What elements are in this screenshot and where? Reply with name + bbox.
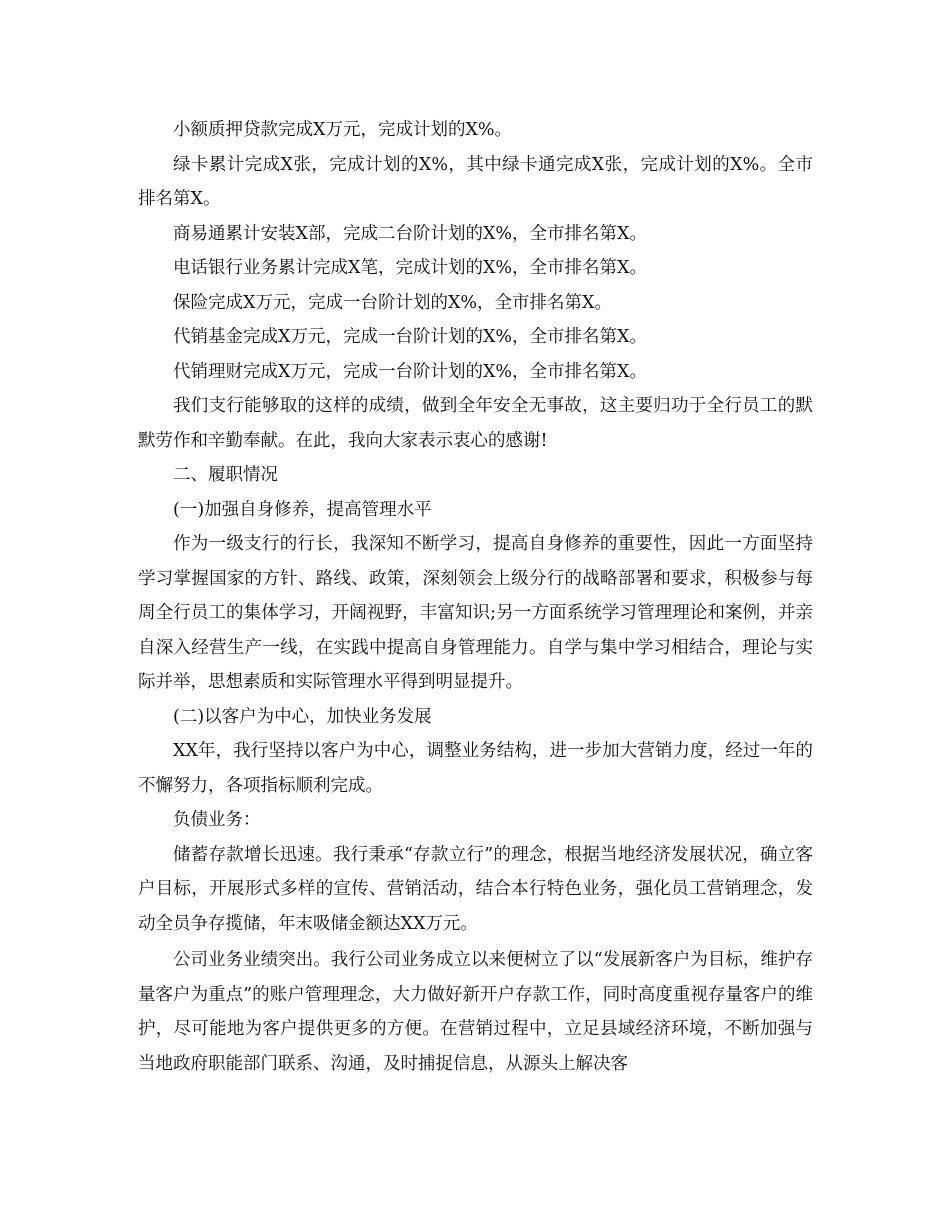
paragraph-customer-centric: XX年，我行坚持以客户为中心，调整业务结构，进一步加大营销力度，经过一年的不懈努力，各项指标顺利完成。 (138, 741, 813, 796)
paragraph-phone-banking: 电话银行业务累计完成X笔，完成计划的X%，全市排名第X。 (173, 258, 648, 278)
paragraph-self-cultivation: 作为一级支行的行长，我深知不断学习，提高自身修养的重要性，因此一方面坚持学习掌握国家的方针、路线、政策，深刻领会上级分行的战略部署和要求，积极参与每周全行员工的集体学习，开阔视野，丰富知识;另一方面系统学习管理理论和案例，并亲自深入经营生产一线，在实践中提高自身管理能力。自学与集中学习相结合，理论与实际并举，思想素质和实际管理水平得到明显提升。 (138, 534, 813, 692)
paragraph-insurance: 保险完成X万元，完成一台阶计划的X%，全市排名第X。 (173, 292, 613, 313)
paragraph-green-card: 绿卡累计完成X张，完成计划的X%，其中绿卡通完成X张，完成计划的X%。全市排名第X。 (138, 154, 813, 209)
paragraph-corporate-business: 公司业务业绩突出。我行公司业务成立以来便树立了以“发展新客户为目标，维护存量客户为重点”的账户管理理念，大力做好新开户存款工作，同时高度重视存量客户的维护，尽可能地为客户提供更多的方便。在营销过程中，立足县域经济环境，不断加强与当地政府职能部门联系、沟通，及时捕捉信息，从源头上解决客 (138, 950, 813, 1074)
paragraph-pledge-loan: 小额质押贷款完成X万元，完成计划的X%。 (173, 120, 513, 140)
section-heading-duties: 二、履职情况 (173, 465, 278, 485)
paragraph-fund-sales: 代销基金完成X万元，完成一台阶计划的X%，全市排名第X。 (173, 327, 648, 347)
subheading-liability-business: 负债业务： (173, 810, 261, 830)
subheading-self-cultivation: (一)加强自身修养，提高管理水平 (173, 499, 432, 520)
subheading-customer-centric: (二)以客户为中心，加快业务发展 (173, 706, 432, 727)
document-body (138, 113, 813, 1081)
paragraph-thanks: 我们支行能够取的这样的成绩，做到全年安全无事故，这主要归功于全行员工的默默劳作和辛勤奉献。在此，我向大家表示衷心的感谢! (138, 396, 813, 451)
paragraph-wealth-sales: 代销理财完成X万元，完成一台阶计划的X%，全市排名第X。 (173, 361, 648, 382)
paragraph-shangyitong: 商易通累计安装X部，完成二台阶计划的X%，全市排名第X。 (173, 223, 648, 244)
paragraph-savings-deposits: 储蓄存款增长迅速。我行秉承“存款立行”的理念，根据当地经济发展状况，确立客户目标，开展形式多样的宣传、营销活动，结合本行特色业务，强化员工营销理念，发动全员争存揽储，年末吸储金额达XX万元。 (138, 844, 813, 934)
